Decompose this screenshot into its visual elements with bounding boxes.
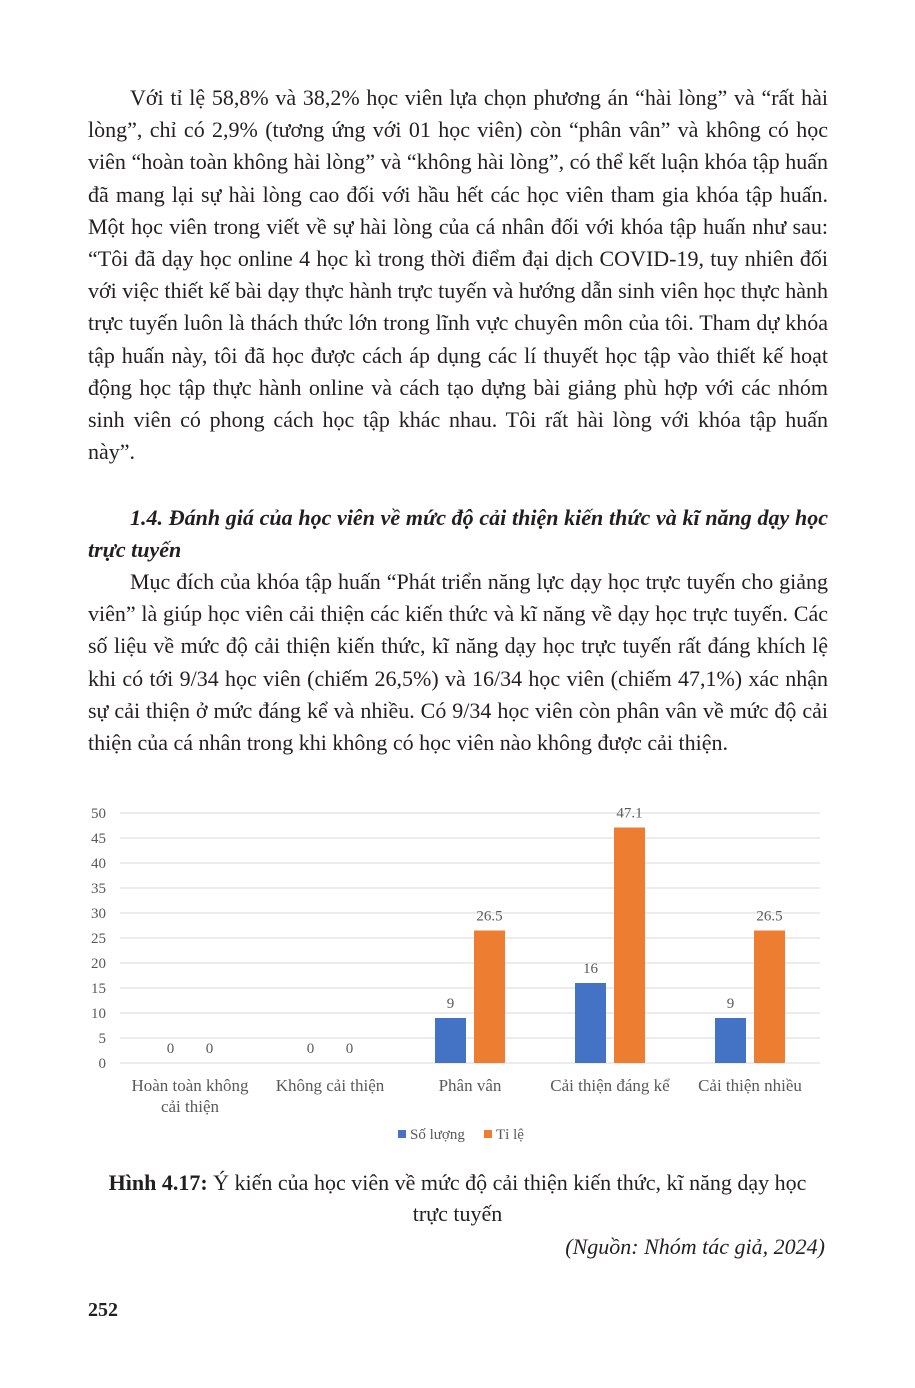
category-label: cải thiện	[160, 1097, 220, 1116]
legend-swatch	[484, 1130, 492, 1138]
bar-ti-le	[754, 931, 785, 1064]
data-label: 9	[726, 996, 735, 1012]
y-tick-label: 20	[91, 956, 106, 972]
data-label: 9	[446, 996, 455, 1012]
figure-caption	[90, 1167, 825, 1229]
data-label: 0	[345, 1041, 354, 1057]
data-label: 0	[306, 1041, 315, 1057]
category-label: Không cải thiện	[275, 1076, 385, 1095]
figure-caption-text: Ý kiến của học viên về mức độ cải thiện kiến thức, kĩ năng dạy học trực tuyến	[207, 1170, 807, 1226]
bar-chart	[68, 800, 848, 1150]
chart-legend	[398, 1127, 524, 1143]
data-label: 26.5	[476, 908, 503, 925]
category-label: Cải thiện nhiều	[698, 1076, 802, 1095]
category-label: Phân vân	[438, 1076, 502, 1095]
figure-source: (Nguồn: Nhóm tác giả, 2024)	[565, 1234, 825, 1259]
y-tick-label: 45	[91, 831, 106, 847]
data-label: 47.1	[616, 805, 643, 822]
data-label: 0	[205, 1041, 214, 1057]
legend-swatch	[398, 1130, 406, 1138]
legend-label: Số lượng	[410, 1127, 465, 1143]
bar-so-luong	[435, 1018, 466, 1063]
y-tick-label: 25	[91, 931, 106, 947]
y-tick-label: 15	[91, 981, 106, 997]
legend-label: Tỉ lệ	[496, 1127, 524, 1143]
y-tick-label: 5	[98, 1031, 106, 1047]
y-tick-label: 40	[91, 856, 106, 872]
bar-so-luong	[575, 983, 606, 1063]
body-paragraph-1: Với tỉ lệ 58,8% và 38,2% học viên lựa chọn phương án “hài lòng” và “rất hài lòng”, chỉ có 2,9% (tương ứng với 01 học viên) còn “phân vân” và không có học viên “hoàn toàn không hài lòng” và “không hài lòng”, có thể kết luận khóa tập huấn đã mang lại sự hài lòng cao đối với hầu hết các học viên tham gia khóa tập huấn. Một học viên trong viết về sự hài lòng của cá nhân đối với khóa tập huấn như sau: “Tôi đã dạy học online 4 học kì trong thời điểm đại dịch COVID-19, tuy nhiên đối với việc thiết kế bài dạy thực hành trực tuyến và hướng dẫn sinh viên học thực hành trực tuyến luôn là thách thức lớn trong lĩnh vực chuyên môn của tôi. Tham dự khóa tập huấn này, tôi đã học được cách áp dụng các lí thuyết học tập vào thiết kế hoạt động học tập thực hành online và cách tạo dựng bài giảng phù hợp với các nhóm sinh viên có phong cách học tập khác nhau. Tôi rất hài lòng với khóa tập huấn này”.	[88, 85, 828, 465]
y-tick-label: 30	[91, 906, 106, 922]
x-axis-categories	[131, 1076, 802, 1116]
bar-ti-le	[614, 828, 645, 1064]
y-tick-label: 35	[91, 881, 106, 897]
y-tick-label: 50	[91, 806, 106, 822]
data-label: 26.5	[756, 908, 783, 925]
figure-caption-label: Hình 4.17:	[108, 1170, 208, 1195]
category-label: Cải thiện đáng kể	[550, 1076, 670, 1095]
data-label: 16	[583, 961, 598, 977]
page-number: 252	[88, 1299, 118, 1321]
bar-ti-le	[474, 931, 505, 1064]
body-paragraph-2: Mục đích của khóa tập huấn “Phát triển năng lực dạy học trực tuyến cho giảng viên” là giúp học viên cải thiện các kiến thức và kĩ năng về dạy học trực tuyến. Các số liệu về mức độ cải thiện kiến thức, kĩ năng dạy học trực tuyến rất đáng khích lệ khi có tới 9/34 học viên (chiếm 26,5%) và 16/34 học viên (chiếm 47,1%) xác nhận sự cải thiện ở mức đáng kể và nhiều. Có 9/34 học viên còn phân vân về mức độ cải thiện của cá nhân trong khi không có học viên nào không được cải thiện.	[88, 569, 828, 756]
bar-so-luong	[715, 1018, 746, 1063]
data-label: 0	[166, 1041, 175, 1057]
section-heading: 1.4. Đánh giá của học viên về mức độ cải thiện kiến thức và kĩ năng dạy học trực tuyến	[88, 505, 828, 563]
y-tick-label: 0	[98, 1056, 106, 1072]
category-label: Hoàn toàn không	[131, 1076, 249, 1095]
y-tick-label: 10	[91, 1006, 106, 1022]
y-axis-ticks	[91, 806, 106, 1072]
